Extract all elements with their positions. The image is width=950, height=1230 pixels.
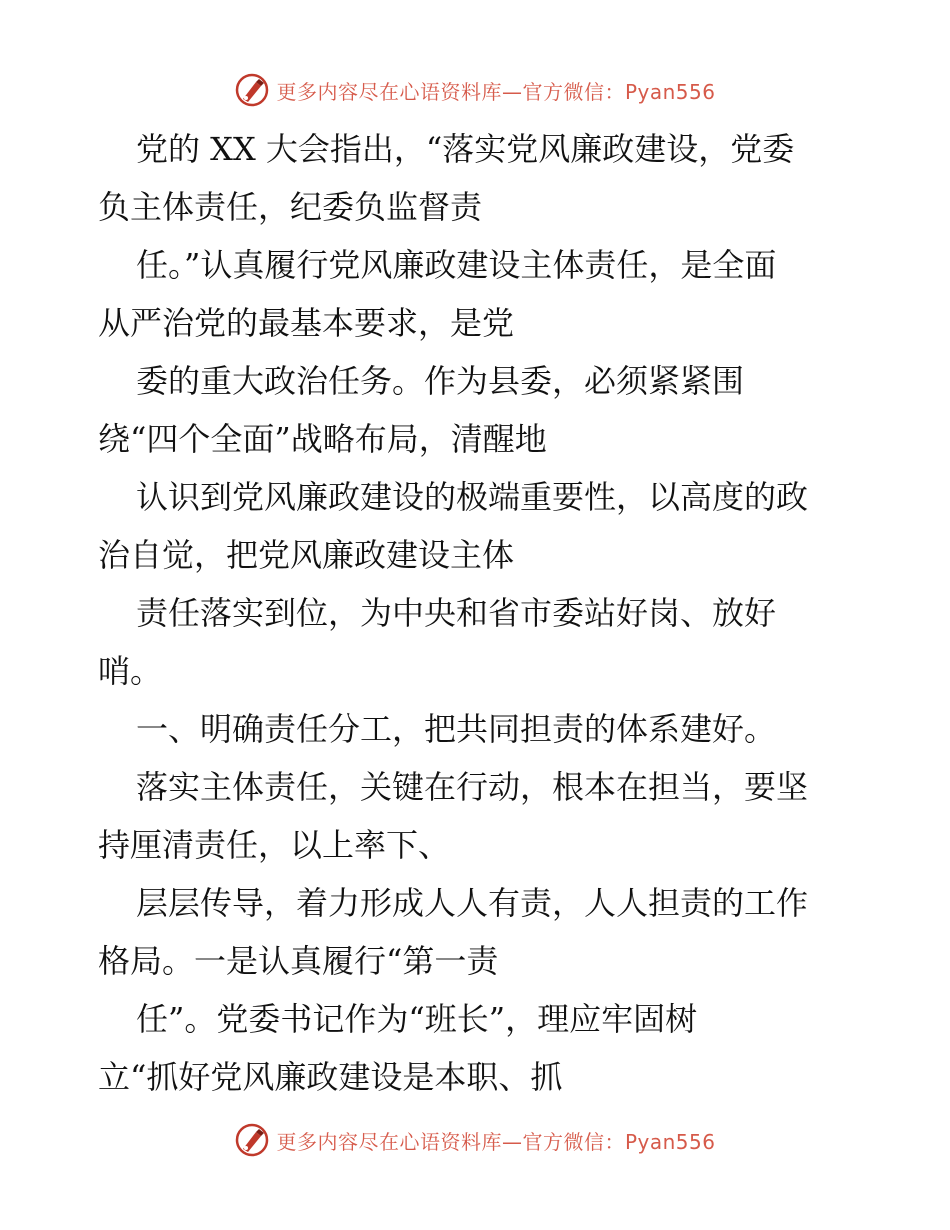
text-line: 格局。一是认真履行“第一责 — [98, 942, 499, 980]
text-line: 党的 XX 大会指出，“落实党风廉政建设，党委 — [136, 130, 795, 168]
text-line: 认识到党风廉政建设的极端重要性，以高度的政 — [136, 478, 809, 516]
text-line: 哨。 — [98, 652, 163, 690]
footer-watermark — [0, 1120, 950, 1160]
watermark-text: 更多内容尽在心语资料库—官方微信：Pyan556 — [276, 79, 716, 104]
text-line: 立“抓好党风廉政建设是本职、抓 — [98, 1058, 563, 1096]
text-line: 责任落实到位，为中央和省市委站好岗、放好 — [136, 594, 777, 632]
text-line: 落实主体责任，关键在行动，根本在担当，要坚 — [136, 768, 809, 806]
header-watermark — [0, 70, 950, 110]
text-line: 绕“四个全面”战略布局，清醒地 — [98, 420, 547, 458]
text-line: 负主体责任，纪委负监督责 — [98, 188, 483, 226]
text-line: 持厘清责任，以上率下、 — [98, 826, 451, 864]
watermark-text: 更多内容尽在心语资料库—官方微信：Pyan556 — [276, 1129, 716, 1154]
text-line: 从严治党的最基本要求，是党 — [98, 304, 515, 342]
text-line: 层层传导，着力形成人人有责，人人担责的工作 — [136, 884, 809, 922]
text-line: 任。”认真履行党风廉政建设主体责任，是全面 — [136, 246, 777, 284]
pen-seal-logo-icon — [234, 1122, 270, 1158]
text-line: 治自觉，把党风廉政建设主体 — [98, 536, 515, 574]
text-line: 委的重大政治任务。作为县委，必须紧紧围 — [136, 362, 745, 400]
section-heading: 一、明确责任分工，把共同担责的体系建好。 — [136, 710, 777, 748]
pen-seal-logo-icon — [234, 72, 270, 108]
text-line: 任”。党委书记作为“班长”，理应牢固树 — [136, 1000, 698, 1038]
